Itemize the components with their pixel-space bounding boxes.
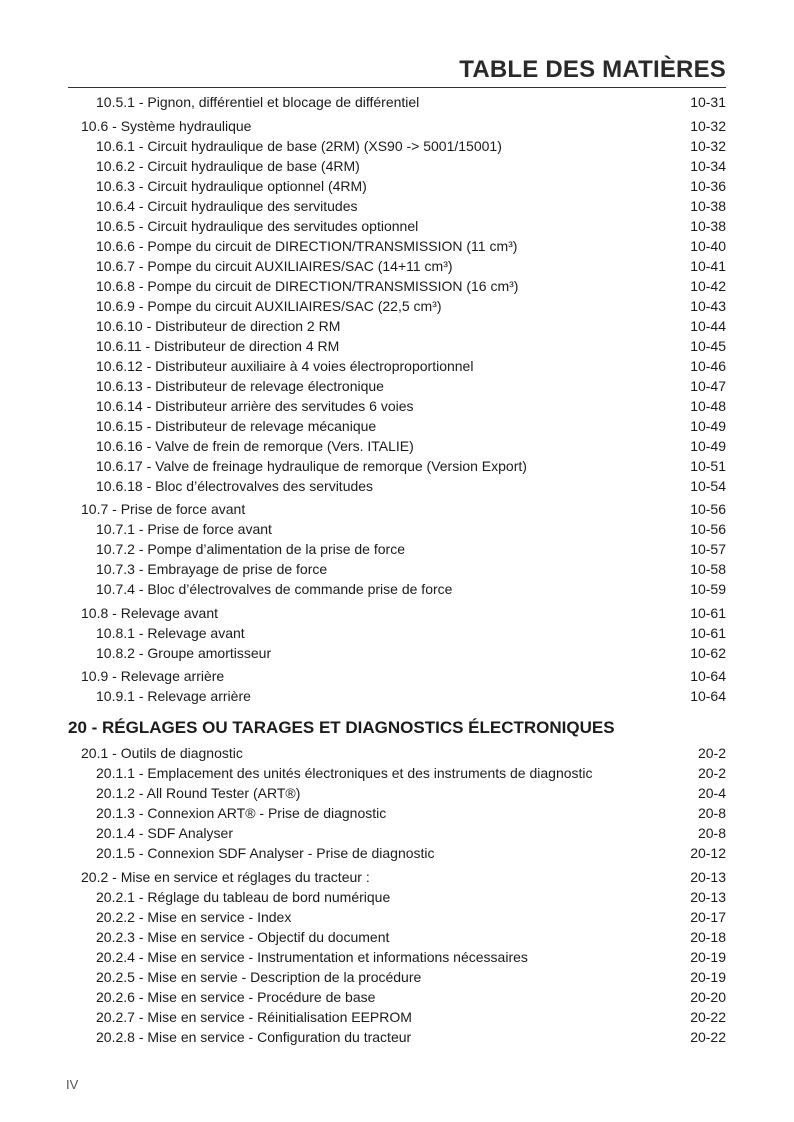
toc-entry-page: 10-48 [690,397,726,414]
toc-entry-title: Distributeur de direction 4 RM [154,337,340,354]
toc-entry-page: 10-58 [690,561,726,577]
toc-subsection-entry [68,763,726,783]
toc-entry-title: Mise en service - Procédure de base [147,988,376,1005]
toc-subsection-entry [68,456,726,476]
toc-entry-separator: - [134,845,148,861]
toc-entry-title: Connexion SDF Analyser - Prise de diagnostic [147,845,435,861]
toc-entry-number: 20.1.5 [96,845,135,861]
toc-entry-label [96,176,367,196]
toc-entry-page: 10-38 [690,217,726,234]
toc-entry-page: 10-61 [690,624,726,641]
toc-entry-page: 10-34 [690,157,726,174]
toc-entry-label [81,743,243,763]
toc-entry-title: Pompe d’alimentation de la prise de force [147,541,405,557]
toc-subsection-entry [68,579,726,599]
toc-subsection-entry [68,236,726,256]
toc-entry-label [96,803,386,823]
toc-entry-title: Mise en servie - Description de la procédure [147,968,422,985]
toc-entry-separator: - [142,357,156,374]
page-title: TABLE DES MATIÈRES [459,56,726,83]
toc-entry-number: 10.6.16 [96,437,143,454]
toc-entry-title: Relevage avant [120,604,218,621]
toc-entry-title: Pompe du circuit AUXILIAIRES/SAC (14+11 cm³) [147,257,453,274]
toc-entry-title: Pompe du circuit de DIRECTION/TRANSMISSION (16 cm³) [147,277,519,294]
toc-entry-label [96,927,389,947]
toc-entry-number: 10.6.11 [96,337,142,354]
toc-entry-page: 20-19 [690,968,726,985]
toc-entry-title: Relevage avant [147,624,245,641]
toc-entry-separator: - [108,117,121,134]
toc-entry-label [96,967,421,987]
toc-entry-number: 10.7.4 [96,581,135,597]
toc-entry-separator: - [134,197,148,214]
toc-entry-separator: - [142,377,156,394]
toc-entry-label [96,579,452,599]
toc-entry-page: 20-18 [690,928,726,945]
toc-entry-number: 20.1.4 [96,825,135,841]
table-of-contents [68,92,726,1047]
toc-entry-label [96,559,327,579]
toc-entry-page: 10-32 [690,137,726,154]
toc-entry-number: 10.7.3 [96,561,135,577]
toc-entry-number: 10.6.4 [96,197,135,214]
toc-entry-number: 20.2.2 [96,908,135,925]
toc-entry-separator: - [134,297,148,314]
toc-subsection-entry [68,416,726,436]
toc-entry-title: Distributeur de relevage électronique [155,377,384,394]
toc-entry-label [96,686,251,706]
toc-entry-title: Prise de force avant [147,521,272,537]
toc-entry-page: 10-40 [690,237,726,254]
toc-entry-separator: - [142,477,156,494]
toc-entry-separator: - [134,217,148,234]
toc-entry-separator: - [108,745,121,761]
toc-entry-separator: - [134,257,148,274]
toc-subsection-entry [68,803,726,823]
toc-subsection-entry [68,256,726,276]
toc-subsection-entry [68,156,726,176]
toc-entry-page: 10-54 [690,477,726,494]
toc-entry-page: 10-47 [690,377,726,394]
toc-entry-title: Réglage du tableau de bord numérique [147,888,391,905]
toc-entry-number: 10.7.2 [96,541,135,557]
toc-subsection-entry [68,643,726,663]
toc-subsection-entry [68,1007,726,1027]
toc-entry-label [96,823,233,843]
toc-entry-number: 20.2.1 [96,888,135,905]
toc-entry-title: Prise de force avant [120,501,246,517]
toc-entry-title: Valve de freinage hydraulique de remorque (Version Export) [155,457,527,474]
toc-entry-number: 10.6.5 [96,217,135,234]
toc-entry-number: 10.6.18 [96,477,143,494]
toc-entry-title: Valve de frein de remorque (Vers. ITALIE) [155,437,414,454]
toc-entry-label [96,643,271,663]
toc-subsection-entry [68,336,726,356]
toc-entry-page: 10-38 [690,197,726,214]
toc-entry-title: Connexion ART® - Prise de diagnostic [147,805,387,821]
toc-entry-separator: - [134,157,148,174]
toc-subsection-entry [68,987,726,1007]
toc-entry-page: 10-41 [690,257,726,274]
toc-subsection-entry [68,216,726,236]
toc-subsection-entry [68,276,726,296]
toc-entry-number: 20.1.3 [96,805,135,821]
toc-entry-label [96,236,517,256]
toc-entry-number: 10.6.2 [96,157,135,174]
toc-entry-label [96,296,442,316]
toc-entry-page: 20-22 [690,1008,726,1025]
toc-entry-page: 10-57 [690,541,726,557]
toc-subsection-entry [68,356,726,376]
toc-subsection-entry [68,907,726,927]
toc-entry-number: 10.6.6 [96,237,135,254]
toc-entry-separator: - [86,718,103,737]
toc-entry-number: 10.5.1 [96,94,135,110]
toc-subsection-entry [68,476,726,496]
toc-entry-title: Circuit hydraulique de base (4RM) [147,157,360,174]
toc-subsection-entry [68,1027,726,1047]
toc-entry-separator: - [134,277,148,294]
toc-entry-separator: - [134,988,148,1005]
toc-entry-title: Outils de diagnostic [120,745,243,761]
toc-section-entry [68,743,726,763]
title-divider [68,87,726,88]
toc-subsection-entry [68,967,726,987]
toc-entry-title: Mise en service - Réinitialisation EEPROM [147,1008,412,1025]
toc-entry-label [81,867,370,887]
toc-entry-number: 10.6.1 [96,137,135,154]
toc-entry-label [96,1007,412,1027]
toc-entry-separator: - [134,561,148,577]
toc-entry-number: 10.6.3 [96,177,135,194]
toc-entry-separator: - [134,94,148,110]
toc-subsection-entry [68,196,726,216]
toc-entry-separator: - [108,668,121,684]
toc-entry-label [96,623,245,643]
toc-entry-number: 10.6.7 [96,257,135,274]
toc-entry-separator: - [134,805,148,821]
toc-entry-number: 10.9 [81,668,109,684]
toc-subsection-entry [68,396,726,416]
toc-chapter-heading [68,715,726,741]
toc-entry-page: 20-19 [690,948,726,965]
toc-entry-label [96,539,405,559]
toc-entry-number: 10.6.12 [96,357,143,374]
toc-entry-page: 10-32 [690,117,726,134]
toc-entry-separator: - [108,501,121,517]
toc-entry-separator: - [108,868,121,885]
toc-entry-label [96,907,291,927]
toc-entry-page: 10-43 [690,297,726,314]
toc-section-entry [68,116,726,136]
toc-subsection-entry [68,436,726,456]
toc-entry-label [96,256,453,276]
toc-entry-separator: - [134,785,147,801]
toc-entry-number: 10.8.1 [96,624,135,641]
toc-entry-page: 10-31 [690,94,726,110]
toc-subsection-entry [68,783,726,803]
toc-entry-page: 20-20 [690,988,726,1005]
toc-entry-number: 20.1.2 [96,785,135,801]
toc-entry-label [96,376,384,396]
toc-entry-title: Emplacement des unités électroniques et des instruments de diagnostic [147,765,593,781]
toc-entry-label [96,416,376,436]
toc-entry-title: Mise en service - Instrumentation et informations nécessaires [147,948,528,965]
page-number: IV [66,1077,79,1092]
toc-subsection-entry [68,539,726,559]
toc-entry-page: 20-2 [697,745,726,761]
toc-entry-page: 20-12 [690,845,726,861]
toc-entry-separator: - [134,541,148,557]
toc-entry-separator: - [134,908,148,925]
toc-entry-title: Système hydraulique [120,117,252,134]
toc-entry-title: Mise en service - Index [147,908,292,925]
toc-entry-label [96,136,502,156]
toc-entry-title: Embrayage de prise de force [147,561,328,577]
toc-subsection-entry [68,92,726,112]
toc-entry-label [81,116,251,136]
toc-entry-separator: - [134,644,148,661]
toc-entry-separator: - [134,177,148,194]
toc-entry-page: 10-56 [690,521,726,537]
toc-section-entry [68,666,726,686]
toc-entry-separator: - [134,948,148,965]
toc-entry-page: 10-45 [690,337,726,354]
toc-entry-separator: - [142,417,156,434]
toc-entry-separator: - [134,968,148,985]
toc-subsection-entry [68,843,726,863]
toc-entry-separator: - [134,1008,148,1025]
toc-entry-title: Mise en service - Configuration du tracteur [147,1028,412,1045]
toc-subsection-entry [68,823,726,843]
toc-entry-title: Distributeur arrière des servitudes 6 voies [155,397,414,414]
toc-section-entry [68,603,726,623]
toc-entry-title: Distributeur auxiliaire à 4 voies électroproportionnel [155,357,474,374]
toc-entry-label [96,396,414,416]
toc-entry-label [96,156,360,176]
toc-entry-title: Circuit hydraulique des servitudes [147,197,358,214]
toc-section-entry [68,867,726,887]
toc-entry-number: 20.2.3 [96,928,135,945]
toc-entry-number: 20.2.7 [96,1008,135,1025]
toc-entry-number: 10.7.1 [96,521,135,537]
toc-entry-label [96,276,518,296]
toc-entry-page: 10-42 [690,277,726,294]
toc-entry-page: 10-64 [690,668,726,684]
toc-entry-number: 10.6.9 [96,297,135,314]
toc-subsection-entry [68,176,726,196]
toc-entry-separator: - [134,928,148,945]
toc-subsection-entry [68,927,726,947]
toc-entry-label [96,887,390,907]
toc-entry-label [96,843,435,863]
toc-entry-title: Pompe du circuit de DIRECTION/TRANSMISSION (11 cm³) [147,237,518,254]
toc-entry-label [96,783,300,803]
toc-entry-separator: - [142,397,156,414]
toc-entry-page: 10-59 [690,581,726,597]
toc-entry-label [68,715,615,741]
toc-entry-separator: - [108,604,121,621]
toc-entry-number: 20.1.1 [96,765,135,781]
toc-entry-number: 10.6.15 [96,417,143,434]
toc-subsection-entry [68,376,726,396]
toc-entry-number: 10.6.8 [96,277,135,294]
toc-entry-separator: - [134,688,148,704]
toc-subsection-entry [68,623,726,643]
toc-entry-number: 20.1 [81,745,109,761]
toc-entry-separator: - [142,457,156,474]
toc-entry-number: 10.6 [81,117,109,134]
toc-entry-number: 10.6.14 [96,397,143,414]
toc-entry-page: 10-61 [690,604,726,621]
toc-entry-separator: - [141,337,155,354]
toc-entry-page: 20-4 [697,785,726,801]
toc-entry-title: SDF Analyser [147,825,233,841]
toc-entry-title: Relevage arrière [120,668,225,684]
toc-subsection-entry [68,316,726,336]
toc-entry-label [96,316,340,336]
toc-entry-page: 10-36 [690,177,726,194]
toc-entry-label [96,336,339,356]
toc-subsection-entry [68,947,726,967]
toc-entry-page: 20-8 [697,805,726,821]
toc-entry-title: Bloc d’électrovalves de commande prise de force [147,581,453,597]
toc-entry-page: 20-17 [690,908,726,925]
toc-entry-number: 10.6.17 [96,457,143,474]
toc-subsection-entry [68,136,726,156]
toc-entry-label [81,603,218,623]
toc-entry-label [96,519,272,539]
toc-entry-label [96,216,418,236]
toc-entry-page: 10-51 [690,457,726,474]
toc-entry-number: 10.8 [81,604,109,621]
toc-entry-title: Circuit hydraulique optionnel (4RM) [147,177,367,194]
toc-entry-page: 10-49 [690,437,726,454]
toc-entry-number: 10.7 [81,501,109,517]
toc-entry-label [96,476,373,496]
toc-entry-number: 10.8.2 [96,644,135,661]
toc-entry-number: 10.6.13 [96,377,143,394]
toc-entry-number: 20.2 [81,868,109,885]
toc-entry-separator: - [142,437,156,454]
toc-entry-page: 10-64 [690,688,726,704]
toc-entry-page: 20-13 [690,888,726,905]
toc-entry-number: 20.2.6 [96,988,135,1005]
toc-entry-label [96,196,358,216]
toc-entry-separator: - [134,624,148,641]
toc-entry-page: 20-8 [697,825,726,841]
toc-entry-title: RÉGLAGES OU TARAGES ET DIAGNOSTICS ÉLECTRONIQUES [102,718,615,737]
toc-entry-label [96,987,375,1007]
toc-entry-label [96,1027,411,1047]
toc-entry-page: 10-56 [690,501,726,517]
toc-entry-title: Groupe amortisseur [147,644,272,661]
toc-entry-page: 10-46 [690,357,726,374]
toc-subsection-entry [68,519,726,539]
toc-entry-number: 10.9.1 [96,688,135,704]
toc-entry-separator: - [134,1028,148,1045]
toc-entry-label [96,436,414,456]
toc-entry-page: 10-49 [690,417,726,434]
toc-entry-label [96,763,593,783]
toc-subsection-entry [68,296,726,316]
toc-entry-separator: - [134,581,148,597]
toc-entry-separator: - [142,317,156,334]
toc-entry-title: Pignon, différentiel et blocage de différentiel [147,94,420,110]
toc-entry-page: 20-13 [690,868,726,885]
toc-entry-title: Circuit hydraulique de base (2RM) (XS90 -> 5001/15001) [147,137,502,154]
toc-entry-title: Circuit hydraulique des servitudes optionnel [147,217,419,234]
toc-entry-number: 20.2.4 [96,948,135,965]
toc-entry-separator: - [134,825,148,841]
toc-entry-label [96,356,473,376]
toc-entry-title: All Round Tester (ART®) [146,785,301,801]
toc-entry-title: Bloc d’électrovalves des servitudes [155,477,374,494]
toc-entry-title: Relevage arrière [147,688,251,704]
toc-entry-label [81,666,224,686]
toc-entry-page: 20-22 [690,1028,726,1045]
toc-subsection-entry [68,686,726,706]
toc-entry-number: 10.6.10 [96,317,143,334]
toc-entry-page: 10-62 [690,644,726,661]
toc-entry-page: 10-44 [690,317,726,334]
toc-entry-separator: - [134,521,148,537]
toc-entry-separator: - [134,888,148,905]
toc-entry-title: Mise en service - Objectif du document [147,928,390,945]
toc-entry-separator: - [134,137,148,154]
toc-section-entry [68,499,726,519]
toc-entry-separator: - [134,237,148,254]
toc-entry-page: 20-2 [697,765,726,781]
toc-entry-title: Mise en service et réglages du tracteur : [120,868,370,885]
toc-entry-label [96,456,527,476]
toc-entry-label [81,499,245,519]
toc-entry-title: Pompe du circuit AUXILIAIRES/SAC (22,5 cm³) [147,297,442,314]
toc-entry-separator: - [134,765,148,781]
toc-entry-label [96,92,419,112]
toc-entry-number: 20.2.5 [96,968,135,985]
toc-entry-label [96,947,528,967]
toc-entry-number: 20 [68,718,87,737]
toc-entry-number: 20.2.8 [96,1028,135,1045]
toc-entry-title: Distributeur de relevage mécanique [155,417,377,434]
toc-subsection-entry [68,559,726,579]
toc-subsection-entry [68,887,726,907]
toc-entry-title: Distributeur de direction 2 RM [155,317,341,334]
